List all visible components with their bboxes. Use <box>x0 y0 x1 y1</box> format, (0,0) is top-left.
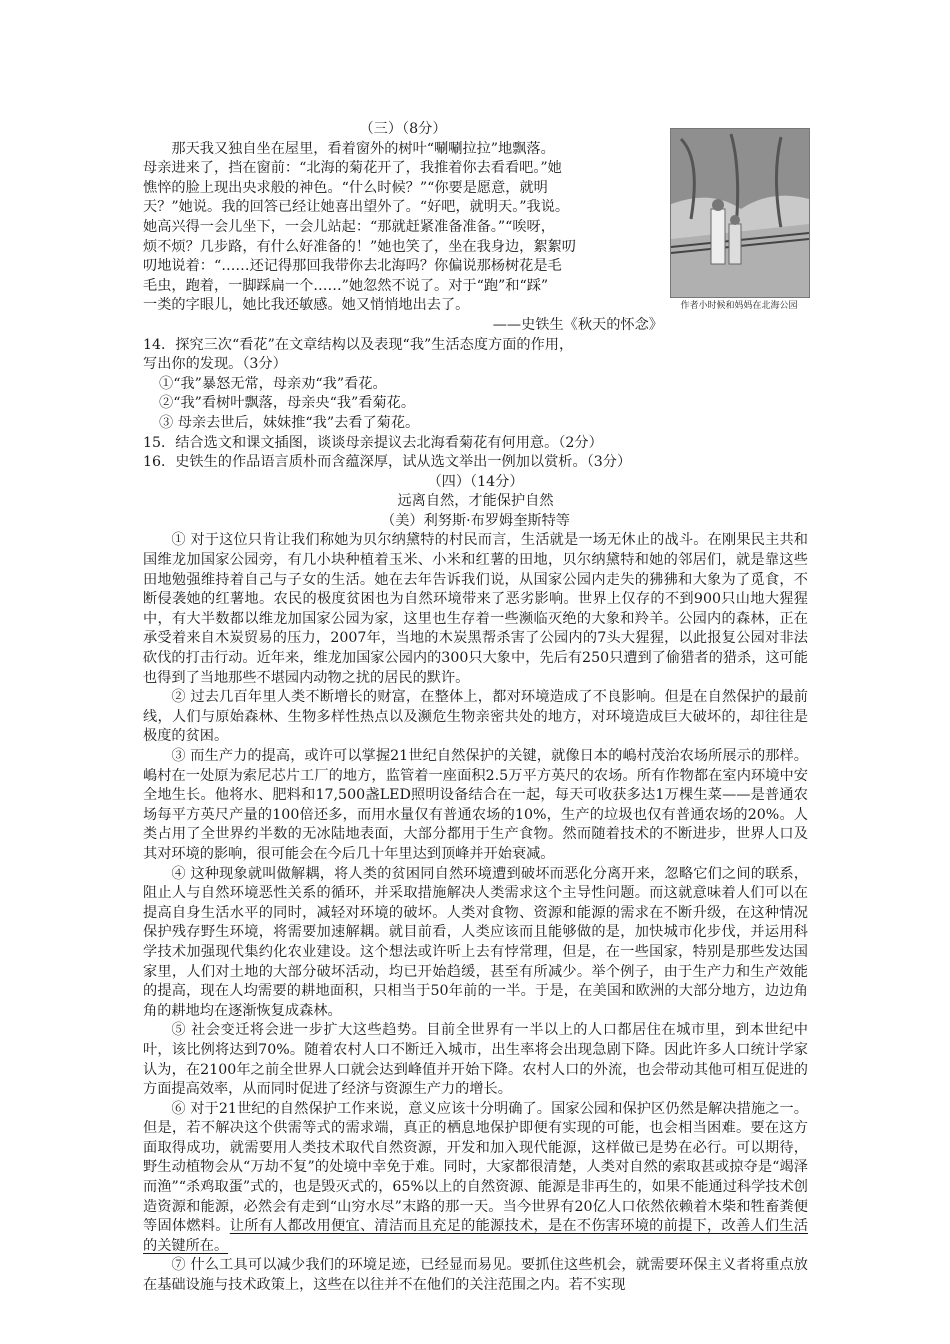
section-3 <box>143 120 808 336</box>
question-16: 16．史铁生的作品语言质朴而含蕴深厚，试从选文举出一例加以赏析。（3分） <box>143 454 632 471</box>
paragraph-1: ① 对于这位只肯让我们称她为贝尔纳黛特的村民而言，生活就是一场无休止的战斗。在刚果民主共和国维龙加国家公园旁，有几小块种植着玉米、小米和红薯的田地，贝尔纳黛特和她的邻居们，就是靠这些田地勉强维持着自己与子女的生活。她在去年告诉我们说，从国家公园内走失的狒狒和大象为了觅食，不断侵袭她的红薯地。农民的极度贫困也为自然环境带来了恶劣影响。世界上仅存的不到900只山地大猩猩中，有大半数都以维龙加国家公园为家，这里也生存着一些濒临灭绝的大象和羚羊。公园内的森林，正在承受着来自木炭贸易的压力，2007年，当地的木炭黑帮杀害了公园内的7头大猩猩，以此报复公园对非法砍伐的打击行动。近年来，维龙加国家公园内的300只大象中，先后有250只遭到了偷猎者的猎杀，这可能也得到了当地那些不堪园内动物之扰的居民的默许。 <box>143 532 808 686</box>
paragraph-3: ③ 而生产力的提高，或许可以掌握21世纪自然保护的关键，就像日本的嶋村茂治农场所展示的那样。嶋村在一处原为索尼芯片工厂的地方，监管着一座面积2.5万平方英尺的农场。所有作物都在室内环境中安全地生长。他将水、肥料和17,500盏LED照明设备结合在一起，每天可收获多达1万棵生菜——是普通农场每平方英尺产量的100倍还多，而用水量仅有普通农场的10%，生产的垃圾也仅有普通农场的20%。人类占用了全世界约半数的无冰陆地表面，大部分都用于生产食物。然而随着技术的不断进步，世界人口及其对环境的影响，很可能会在今后几十年里达到顶峰并开始衰减。 <box>143 748 808 862</box>
passage-line: 天？”她说。我的回答已经让她喜出望外了。“好吧，就明天。”我说。 <box>143 199 570 216</box>
figure-caption: 作者小时候和妈妈在北海公园 <box>680 301 798 311</box>
q14-option: ②“我”看树叶飘落，母亲央“我”看菊花。 <box>159 395 416 412</box>
passage-line: 一类的字眼儿，她比我还敏感。她又悄悄地出去了。 <box>143 297 470 314</box>
passage-line: 她高兴得一会儿坐下，一会儿站起：“那就赶紧准备准备。”“唉呀， <box>143 218 555 235</box>
underlined-sentence: 让所有人都改用便宜、清洁而且充足的能源技术，是在不伤害环境的前提下，改善人们生活的关键所在。 <box>143 1218 808 1254</box>
passage-line: 那天我又独自坐在屋里，看着窗外的树叶“唰唰拉拉”地飘落。 <box>171 140 555 157</box>
paragraph-5: ⑤ 社会变迁将会进一步扩大这些趋势。目前全世界有一半以上的人口都居住在城市里，到本世纪中叶，该比例将达到70%。随着农村人口不断迁入城市，出生率将会出现急剧下降。因此许多人口统计学家认为，在2100年之前全世界人口就会达到峰值并开始下降。农村人口的外流，也会带动其他可相互促进的方面提高效率，从而同时促进了经济与资源生产力的增长。 <box>143 1022 808 1098</box>
q14-option: ③ 母亲去世后，妹妹推“我”去看了菊花。 <box>159 414 420 431</box>
passage-line: 叨地说着：“……还记得那回我带你去北海吗？你偏说那杨树花是毛 <box>143 258 562 275</box>
passage-line: 母亲进来了，挡在窗前：“北海的菊花开了，我推着你去看看吧。”她 <box>143 160 562 177</box>
section-3-heading: （三）（8分） <box>359 121 447 137</box>
photo-drawing <box>671 129 809 297</box>
paragraph-7: ⑦ 什么工具可以减少我们的环境足迹，已经显而易见。要抓住这些机会，就需要环保主义者将重点放在基础设施与技术政策上，这些在以往并不在他们的关注范围之内。若不实现 <box>143 1257 808 1294</box>
paragraph-6-text: ⑥ 对于21世纪的自然保护工作来说，意义应该十分明确了。国家公园和保护区仍然是解决措施之一。但是，若不解决这个供需等式的需求端，真正的栖息地保护即便有实现的可能，也会相当困难。要在这方面取得成功，就需要用人类技术取代自然资源，开发和加入现代能源，这样做已是势在必行。可以期待，野生动植物会从“万劫不复”的处境中幸免于难。同时，大家都很清楚，人类对自然的索取甚或掠夺是“竭泽而渔”“杀鸡取蛋”式的，也是毁灭式的，65%以上的自然资源、能源是非再生的，如果不能通过科学技术创造资源和能源，必然会有走到“山穷水尽”末路的那一天。当今世界有20亿人口依然依赖着木柴和牲畜粪便等固体燃料。 <box>143 1100 808 1235</box>
question-14: 14．探究三次“看花”在文章结构以及表现“我”生活态度方面的作用， <box>143 336 574 353</box>
section-3-text <box>143 120 663 336</box>
paragraph-6 <box>143 1100 808 1257</box>
article-author: （美）利努斯·布罗姆奎斯特等 <box>381 512 570 529</box>
paragraph-2: ② 过去几百年里人类不断增长的财富，在整体上，都对环境造成了不良影响。但是在自然保护的最前线，人们与原始森林、生物多样性热点以及濒危生物亲密共处的地方，对环境造成巨大破坏的，却往往是极度的贫困。 <box>143 689 808 745</box>
illustration <box>670 128 808 312</box>
paragraph-4: ④ 这种现象就叫做解耦，将人类的贫困同自然环境遭到破坏而恶化分离开来，忽略它们之间的联系，阻止人与自然环境恶性关系的循环，并采取措施解决人类需求这个主导性问题。而这就意味着人们可以在提高自身生活水平的同时，减轻对环境的破坏。人类对食物、资源和能源的需求在不断升级，在这种情况保护残存野生环境，将需要加速解耦。就目前看，人类应该而且能够做的是，加快城市化步伐，并运用科学技术加强现代集约化农业建设。这个想法或许听上去有悖常理，但是，在一些国家，特别是那些发达国家里，人们对土地的大部分破坏活动，均已开始趋缓，甚至有所减少。举个例子，由于生产力和生产效能的提高，现在人均需要的耕地面积，只相当于50年前的一半。于是，在美国和欧洲的大部分地方，边边角角的耕地均在逐渐恢复成森林。 <box>143 865 808 1019</box>
q14-option: ①“我”暴怒无常，母亲劝“我”看花。 <box>159 375 387 392</box>
passage-line: 憔悴的脸上现出央求般的神色。“什么时候？”“你要是愿意，就明 <box>143 179 548 196</box>
document-page <box>143 118 808 1296</box>
attribution: ——史铁生《秋天的怀念》 <box>492 316 663 333</box>
question-15: 15．结合选文和课文插图，谈谈母亲提议去北海看菊花有何用意。（2分） <box>143 434 603 451</box>
question-14-cont: 写出你的发现。（3分） <box>143 356 287 373</box>
article-title: 远离自然，才能保护自然 <box>397 493 554 510</box>
photo-mother-and-son <box>670 128 810 298</box>
section-4-heading: （四）（14分） <box>427 473 524 490</box>
passage-line: 烦不烦？几步路，有什么好准备的！”她也笑了，坐在我身边，絮絮叨 <box>143 238 576 255</box>
passage-line: 毛虫，跑着，一脚踩扁一个……”她忽然不说了。对于“跑”和“踩” <box>143 277 549 294</box>
